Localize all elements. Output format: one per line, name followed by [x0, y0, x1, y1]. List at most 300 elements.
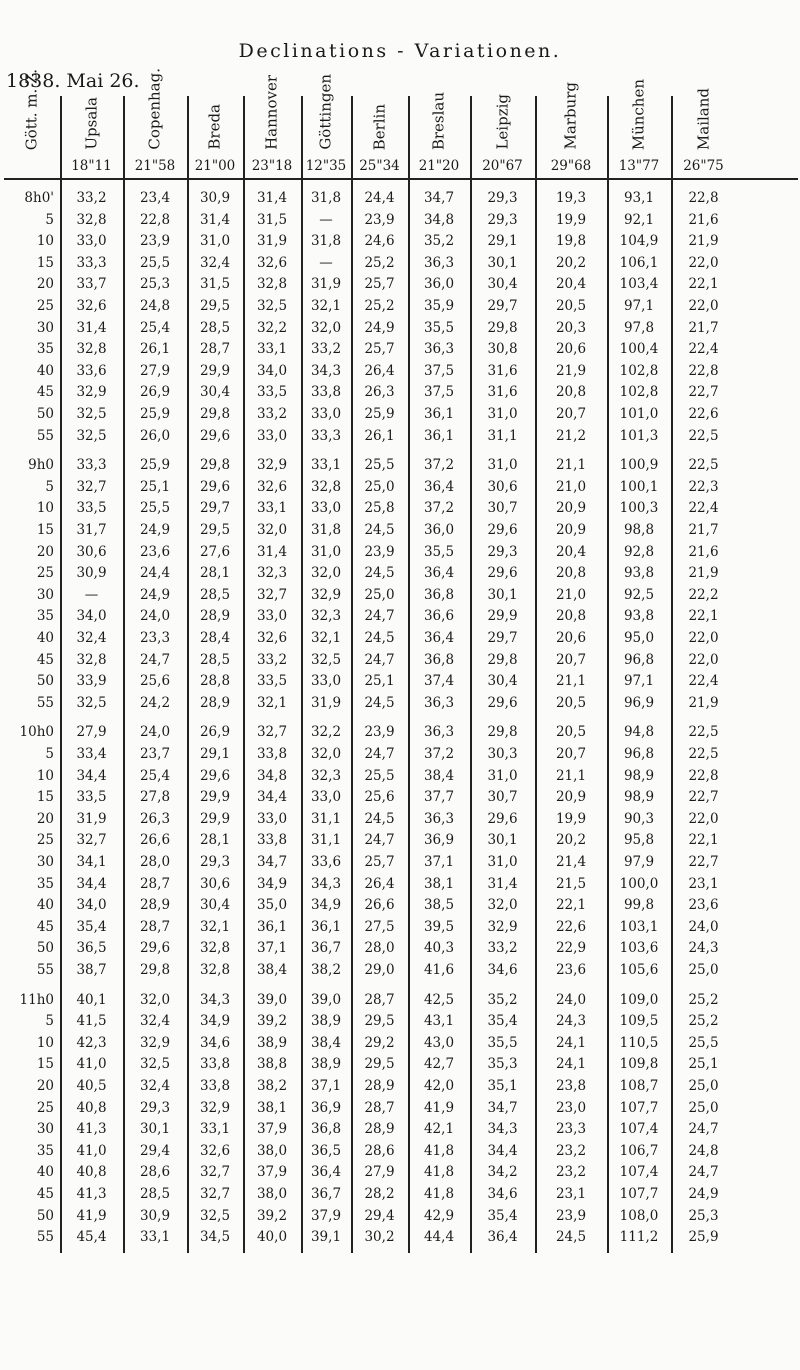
- value-cell: 33,0: [310, 500, 342, 517]
- table-row: [0, 787, 800, 807]
- value-cell: 45,4: [76, 1229, 107, 1246]
- time-cell: 45: [36, 384, 54, 401]
- column-time-offset: 18"11: [71, 158, 112, 174]
- value-cell: 32,8: [199, 940, 231, 957]
- value-cell: 34,6: [487, 1186, 518, 1202]
- value-cell: 23,2: [555, 1142, 587, 1159]
- value-cell: 36,3: [423, 724, 455, 741]
- value-cell: 28,7: [364, 1099, 395, 1116]
- value-cell: 24,9: [139, 522, 171, 538]
- value-cell: 27,9: [76, 724, 107, 741]
- value-cell: 32,7: [76, 478, 107, 495]
- value-cell: 22,5: [688, 724, 719, 741]
- value-cell: 29,7: [487, 298, 518, 314]
- table-row: [0, 766, 800, 786]
- value-cell: 35,0: [256, 897, 288, 914]
- value-cell: 38,4: [423, 767, 455, 784]
- value-cell: 20,2: [555, 254, 587, 271]
- value-cell: 38,9: [310, 1013, 342, 1030]
- value-cell: 29,2: [364, 1034, 395, 1051]
- value-cell: 29,7: [199, 500, 231, 517]
- value-cell: 107,4: [619, 1164, 659, 1181]
- table-row: [0, 990, 800, 1010]
- column-header: [470, 96, 535, 156]
- value-cell: 25,9: [139, 457, 171, 474]
- value-cell: 32,9: [310, 586, 342, 603]
- time-cell: 9h0: [28, 457, 54, 474]
- value-cell: 35,5: [423, 319, 455, 336]
- value-cell: 26,6: [139, 832, 171, 849]
- value-cell: 43,0: [423, 1034, 455, 1051]
- value-cell: 101,0: [619, 406, 659, 422]
- value-cell: 22,5: [688, 746, 719, 762]
- time-cell: 50: [36, 1207, 54, 1224]
- value-cell: 31,0: [487, 457, 518, 474]
- value-cell: 92,1: [623, 211, 655, 228]
- time-cell: 5: [45, 211, 54, 228]
- value-cell: 93,1: [623, 190, 655, 206]
- table-row: [0, 1011, 800, 1031]
- time-cell: 8h0': [24, 190, 54, 206]
- value-cell: 37,4: [423, 673, 455, 690]
- value-cell: 32,4: [76, 630, 107, 646]
- value-cell: 32,3: [256, 565, 288, 582]
- time-cell: 30: [36, 586, 54, 603]
- value-cell: 22,8: [688, 767, 719, 784]
- time-cell: 20: [36, 810, 54, 827]
- value-cell: 35,9: [423, 298, 455, 314]
- value-cell: 30,2: [364, 1229, 395, 1246]
- value-cell: 33,0: [310, 406, 342, 422]
- table-row: [0, 585, 800, 605]
- value-cell: 37,9: [256, 1164, 288, 1181]
- value-cell: 28,5: [139, 1186, 171, 1202]
- time-cell: 10: [36, 767, 54, 784]
- value-cell: 29,6: [199, 427, 231, 444]
- value-cell: 29,7: [487, 630, 518, 646]
- value-cell: 26,1: [139, 341, 171, 358]
- column-header: [301, 74, 351, 156]
- time-cell: 50: [36, 406, 54, 422]
- value-cell: 33,6: [310, 854, 342, 870]
- value-cell: 22,0: [688, 651, 719, 668]
- value-cell: 33,2: [310, 341, 342, 358]
- value-cell: 27,5: [364, 918, 395, 935]
- value-cell: 36,5: [76, 940, 107, 957]
- time-cell: 40: [36, 897, 54, 914]
- value-cell: 32,8: [76, 211, 107, 228]
- value-cell: 30,3: [487, 746, 518, 762]
- value-cell: 27,8: [139, 789, 171, 806]
- value-cell: 37,1: [423, 854, 455, 870]
- value-cell: 99,8: [623, 897, 655, 914]
- value-cell: 33,0: [256, 608, 288, 625]
- column-time-offset: 12"35: [305, 158, 347, 174]
- column-time-offset: 21"00: [194, 158, 236, 174]
- value-cell: 101,3: [619, 427, 659, 444]
- value-cell: 36,3: [423, 254, 455, 271]
- value-cell: 22,0: [688, 630, 719, 646]
- value-cell: 21,6: [688, 543, 719, 560]
- column-header: [243, 75, 301, 156]
- value-cell: 31,9: [76, 810, 107, 827]
- value-cell: 31,0: [199, 233, 231, 250]
- value-cell: 24,0: [555, 991, 587, 1008]
- time-cell: 10: [36, 1034, 54, 1051]
- value-cell: 22,2: [688, 586, 719, 603]
- value-cell: 26,0: [139, 427, 171, 444]
- value-cell: 32,6: [256, 254, 288, 271]
- value-cell: 30,7: [487, 500, 518, 517]
- time-cell: 10: [36, 233, 54, 250]
- value-cell: 21,5: [555, 875, 587, 892]
- time-cell: 35: [36, 341, 54, 358]
- value-cell: 21,1: [555, 767, 587, 784]
- value-cell: 29,5: [199, 522, 231, 538]
- value-cell: 39,2: [256, 1013, 288, 1030]
- column-name: Marburg: [561, 82, 580, 150]
- value-cell: 32,6: [256, 478, 288, 495]
- value-cell: 24,7: [364, 651, 395, 668]
- table-row: [0, 895, 800, 915]
- value-cell: 33,8: [199, 1078, 231, 1094]
- value-cell: 30,1: [487, 586, 518, 603]
- value-cell: 28,2: [364, 1186, 395, 1202]
- table-row: [0, 477, 800, 497]
- value-cell: 40,1: [76, 991, 107, 1008]
- value-cell: 30,9: [139, 1207, 171, 1224]
- value-cell: 36,3: [423, 341, 455, 358]
- value-cell: 23,7: [139, 746, 171, 762]
- value-cell: 108,7: [619, 1078, 659, 1094]
- value-cell: 20,4: [555, 543, 587, 560]
- value-cell: 22,4: [688, 673, 719, 690]
- value-cell: 33,9: [76, 673, 107, 690]
- value-cell: 36,5: [310, 1142, 342, 1159]
- value-cell: 37,1: [256, 940, 288, 957]
- value-cell: 33,1: [256, 341, 288, 358]
- time-cell: 45: [36, 918, 54, 935]
- value-cell: 37,5: [423, 362, 455, 379]
- value-cell: 35,2: [487, 991, 518, 1008]
- value-cell: 29,8: [199, 457, 231, 474]
- value-cell: 32,6: [76, 298, 107, 314]
- value-cell: 25,3: [139, 276, 171, 293]
- value-cell: 23,0: [555, 1099, 587, 1116]
- table-row: [0, 1076, 800, 1096]
- table-row: [0, 339, 800, 359]
- value-cell: 23,3: [555, 1121, 587, 1138]
- table-row: [0, 498, 800, 518]
- value-cell: 32,5: [76, 406, 107, 422]
- value-cell: 28,4: [199, 630, 231, 646]
- value-cell: 26,4: [364, 875, 395, 892]
- value-cell: 28,5: [199, 651, 231, 668]
- value-cell: 40,5: [76, 1078, 107, 1094]
- value-cell: 21,9: [555, 362, 587, 379]
- value-cell: 21,2: [555, 427, 587, 444]
- value-cell: 108,0: [619, 1207, 659, 1224]
- value-cell: 100,1: [619, 478, 659, 495]
- value-cell: 28,9: [199, 694, 231, 711]
- value-cell: 28,8: [199, 673, 231, 690]
- value-cell: 35,3: [487, 1056, 518, 1073]
- table-row: [0, 404, 800, 424]
- table-row: [0, 874, 800, 894]
- table-row: [0, 744, 800, 764]
- value-cell: 28,6: [364, 1142, 395, 1159]
- value-cell: 33,7: [76, 276, 107, 293]
- value-cell: 41,3: [76, 1121, 107, 1138]
- value-cell: 29,1: [199, 746, 231, 762]
- value-cell: 32,9: [487, 918, 518, 935]
- value-cell: 33,1: [310, 457, 342, 474]
- column-name: Copenhag.: [145, 68, 164, 150]
- value-cell: 22,0: [688, 298, 719, 314]
- value-cell: 103,6: [619, 940, 659, 957]
- column-time-offset: 20"67: [482, 158, 523, 174]
- time-cell: 45: [36, 1186, 54, 1202]
- column-time-offset: 23"18: [251, 158, 293, 174]
- value-cell: 21,6: [688, 211, 719, 228]
- value-cell: 33,2: [256, 406, 288, 422]
- value-cell: 34,4: [487, 1142, 518, 1159]
- value-cell: 92,8: [623, 543, 655, 560]
- value-cell: 33,8: [310, 384, 342, 401]
- value-cell: 40,0: [256, 1229, 288, 1246]
- value-cell: 25,2: [364, 298, 395, 314]
- value-cell: 24,5: [364, 810, 395, 827]
- value-cell: 110,5: [619, 1034, 659, 1051]
- value-cell: 21,1: [555, 673, 587, 690]
- value-cell: 24,5: [364, 630, 395, 646]
- value-cell: 32,7: [256, 724, 288, 741]
- value-cell: 37,5: [423, 384, 455, 401]
- value-cell: 33,1: [256, 500, 288, 517]
- value-cell: 33,8: [256, 746, 288, 762]
- value-cell: 21,1: [555, 457, 587, 474]
- value-cell: 21,9: [688, 565, 719, 582]
- value-cell: 38,9: [256, 1034, 288, 1051]
- value-cell: 34,3: [310, 362, 342, 379]
- table-row: [0, 361, 800, 381]
- value-cell: 25,4: [139, 319, 171, 336]
- value-cell: 30,8: [487, 341, 518, 358]
- value-cell: 94,8: [623, 724, 655, 741]
- time-cell: 5: [45, 478, 54, 495]
- value-cell: 29,9: [199, 789, 231, 806]
- value-cell: 22,5: [688, 457, 719, 474]
- value-cell: 25,5: [364, 767, 395, 784]
- value-cell: —: [319, 211, 333, 228]
- value-cell: 33,4: [76, 746, 107, 762]
- value-cell: 32,5: [76, 427, 107, 444]
- value-cell: 24,4: [139, 565, 171, 582]
- value-cell: 93,8: [623, 608, 655, 625]
- value-cell: 27,6: [199, 543, 231, 560]
- value-cell: 98,9: [623, 767, 655, 784]
- value-cell: 34,4: [256, 789, 288, 806]
- table-row: [0, 382, 800, 402]
- value-cell: 25,0: [688, 962, 719, 978]
- value-cell: 21,4: [555, 854, 587, 870]
- value-cell: 32,7: [76, 832, 107, 849]
- value-cell: 34,7: [423, 190, 455, 206]
- value-cell: 25,8: [364, 500, 395, 517]
- value-cell: 39,2: [256, 1207, 288, 1224]
- value-cell: 32,4: [139, 1078, 171, 1094]
- value-cell: —: [319, 254, 333, 271]
- value-cell: 34,8: [423, 211, 455, 228]
- value-cell: 27,9: [364, 1164, 395, 1181]
- value-cell: 35,4: [487, 1013, 518, 1030]
- value-cell: 32,4: [139, 1013, 171, 1030]
- value-cell: 32,0: [256, 522, 288, 538]
- value-cell: 97,8: [623, 319, 655, 336]
- value-cell: 29,4: [139, 1142, 171, 1159]
- value-cell: 109,8: [619, 1056, 659, 1073]
- value-cell: 25,9: [139, 406, 171, 422]
- value-cell: 98,8: [623, 522, 655, 538]
- value-cell: 22,5: [688, 427, 719, 444]
- value-cell: 23,8: [555, 1078, 587, 1094]
- value-cell: 28,6: [139, 1164, 171, 1181]
- value-cell: 106,1: [619, 254, 659, 271]
- value-cell: 26,9: [139, 384, 171, 401]
- value-cell: 28,7: [199, 341, 231, 358]
- value-cell: 37,1: [310, 1078, 342, 1094]
- value-cell: 25,3: [688, 1207, 719, 1224]
- value-cell: 28,7: [139, 918, 171, 935]
- value-cell: 28,9: [199, 608, 231, 625]
- column-name: München: [629, 78, 648, 150]
- time-cell: 11h0: [19, 991, 54, 1008]
- value-cell: 31,9: [310, 694, 342, 711]
- time-cell: 55: [36, 962, 54, 978]
- value-cell: 22,7: [688, 384, 719, 401]
- value-cell: 35,2: [423, 233, 455, 250]
- value-cell: 22,8: [688, 190, 719, 206]
- value-cell: 25,1: [688, 1056, 719, 1073]
- value-cell: 29,1: [487, 233, 518, 250]
- table-row: [0, 188, 800, 208]
- time-cell: 5: [45, 1013, 54, 1030]
- value-cell: 37,9: [310, 1207, 342, 1224]
- value-cell: 25,0: [364, 478, 395, 495]
- value-cell: 19,9: [555, 810, 587, 827]
- value-cell: 30,1: [487, 254, 518, 271]
- value-cell: 40,8: [76, 1164, 107, 1181]
- value-cell: 22,1: [688, 276, 719, 293]
- value-cell: 20,6: [555, 341, 587, 358]
- value-cell: 31,0: [487, 406, 518, 422]
- value-cell: 38,9: [310, 1056, 342, 1073]
- header-rule: [4, 178, 798, 180]
- value-cell: 31,1: [487, 427, 518, 444]
- value-cell: 31,1: [310, 810, 342, 827]
- value-cell: 35,5: [423, 543, 455, 560]
- value-cell: 22,1: [688, 608, 719, 625]
- value-cell: 32,3: [310, 767, 342, 784]
- time-cell: 25: [36, 298, 54, 314]
- table-row: [0, 210, 800, 230]
- value-cell: 31,4: [487, 875, 518, 892]
- time-cell: 25: [36, 1099, 54, 1116]
- value-cell: 29,5: [364, 1013, 395, 1030]
- value-cell: 32,5: [139, 1056, 171, 1073]
- value-cell: 107,7: [619, 1186, 659, 1202]
- value-cell: 25,0: [688, 1078, 719, 1094]
- value-cell: 22,4: [688, 341, 719, 358]
- table-row: [0, 852, 800, 872]
- value-cell: 30,6: [487, 478, 518, 495]
- value-cell: 24,5: [364, 694, 395, 711]
- value-cell: 32,9: [76, 384, 107, 401]
- value-cell: 38,2: [310, 962, 342, 978]
- column-name: Göttingen: [316, 74, 335, 150]
- value-cell: 31,4: [76, 319, 107, 336]
- value-cell: 22,9: [555, 940, 587, 957]
- value-cell: 24,5: [364, 522, 395, 538]
- value-cell: 30,7: [487, 789, 518, 806]
- value-cell: 92,5: [623, 586, 655, 603]
- table-row: [0, 274, 800, 294]
- value-cell: 34,6: [487, 962, 518, 978]
- value-cell: 35,4: [76, 918, 107, 935]
- value-cell: 36,8: [423, 586, 455, 603]
- value-cell: 33,0: [76, 233, 107, 250]
- value-cell: 34,8: [256, 767, 288, 784]
- value-cell: 24,5: [364, 565, 395, 582]
- value-cell: 36,4: [423, 478, 455, 495]
- value-cell: 36,4: [310, 1164, 342, 1181]
- value-cell: 24,7: [364, 746, 395, 762]
- value-cell: 30,9: [199, 190, 231, 206]
- value-cell: 30,6: [76, 543, 107, 560]
- value-cell: 25,9: [364, 406, 395, 422]
- value-cell: 25,6: [364, 789, 395, 806]
- value-cell: 31,8: [310, 190, 342, 206]
- value-cell: 30,4: [199, 897, 231, 914]
- value-cell: 28,5: [199, 586, 231, 603]
- table-row: [0, 722, 800, 742]
- value-cell: 21,0: [555, 478, 587, 495]
- value-cell: 36,7: [310, 1186, 342, 1202]
- value-cell: 26,4: [364, 362, 395, 379]
- table-row: [0, 426, 800, 446]
- value-cell: 103,4: [619, 276, 659, 293]
- value-cell: 42,5: [423, 991, 455, 1008]
- value-cell: 28,9: [364, 1121, 395, 1138]
- value-cell: 32,9: [256, 457, 288, 474]
- value-cell: 33,5: [76, 789, 107, 806]
- value-cell: 23,9: [364, 211, 395, 228]
- time-cell: 25: [36, 832, 54, 849]
- value-cell: 31,6: [487, 384, 518, 401]
- value-cell: 31,9: [256, 233, 288, 250]
- value-cell: 29,8: [139, 962, 171, 978]
- time-cell: 20: [36, 276, 54, 293]
- value-cell: 20,3: [555, 319, 587, 336]
- value-cell: 22,1: [555, 897, 587, 914]
- value-cell: 29,8: [487, 724, 518, 741]
- value-cell: 31,6: [487, 362, 518, 379]
- value-cell: 107,4: [619, 1121, 659, 1138]
- column-header: [535, 82, 607, 156]
- time-cell: 40: [36, 362, 54, 379]
- value-cell: 29,6: [487, 694, 518, 711]
- value-cell: 42,9: [423, 1207, 455, 1224]
